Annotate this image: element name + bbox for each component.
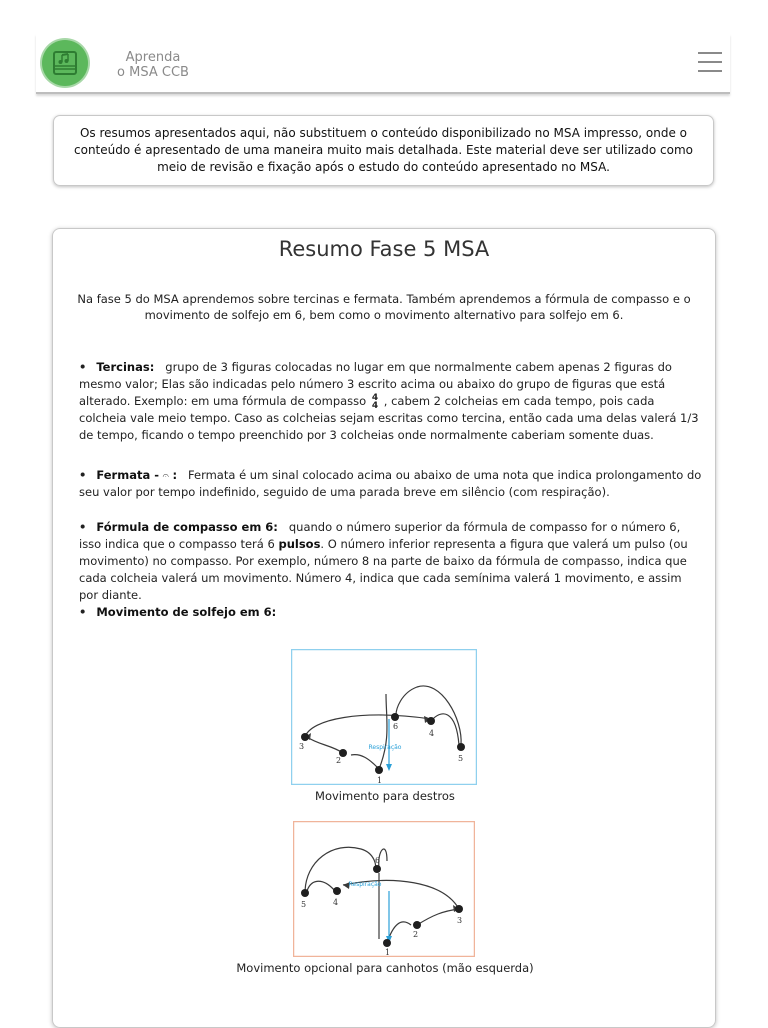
app-name-line2: o MSA CCB — [117, 65, 189, 80]
time-signature-bottom: 4 — [371, 400, 379, 411]
tercinas-text-before: grupo de 3 figuras colocadas no lugar em que normalmente cabem apenas 2 figuras do mesmo valor; Elas são indicadas pelo número 3 escrito acima ou abaixo do grupo de figuras que está alterado. Exemplo: em uma fórmula de compasso — [79, 360, 672, 408]
beat-5-label: 5 — [301, 900, 307, 909]
beat-3-label: 3 — [457, 916, 463, 925]
app-name-line1: Aprenda — [125, 50, 181, 65]
bullet-icon: • — [79, 360, 87, 374]
formula-text-after: . O número inferior representa a figura que valerá um pulso (ou movimento) no compasso. Por exemplo, número 8 na parte de baixo da fórmula de compasso, indica que cada colcheia valerá um movimento. Número 4, indica que cada semínima valerá 1 movimento, e assim por diante. — [79, 537, 688, 602]
beat-5-label: 5 — [458, 754, 464, 763]
app-header — [36, 34, 730, 94]
beat-4-label: 4 — [333, 898, 339, 907]
caption-canhotos: Movimento opcional para canhotos (mão esquerda) — [236, 961, 534, 975]
respiracao-label: Respiração — [348, 881, 382, 888]
beat-2-label: 2 — [413, 930, 419, 939]
movimento-label: Movimento de solfejo em 6: — [96, 605, 277, 619]
beat-3-dot — [301, 733, 309, 741]
beat-6-dot — [391, 713, 399, 721]
conducting-diagram — [293, 821, 475, 957]
formula-bold-word: pulsos — [278, 537, 321, 551]
fermata-icon: 𝄐 — [162, 469, 169, 482]
disclaimer-notice: Os resumos apresentados aqui, não substituem o conteúdo disponibilizado no MSA impresso, onde o conteúdo é apresentado de uma maneira muito mais detalhada. Este material deve ser utilizado como meio de revisão e fixação após o estudo do conteúdo apresentado no MSA. — [53, 115, 714, 186]
tercinas-text-after: , cabem 2 colcheias em cada tempo, pois cada colcheia vale meio tempo. Caso as colcheias sejam escritas como tercina, então cada uma delas valerá 1/3 de tempo, ficando o tempo preenchido por 3 colcheias onde normalmente caberiam somente duas. — [79, 394, 699, 442]
beat-5-dot — [457, 743, 465, 751]
diagram-canhotos — [293, 821, 475, 957]
beat-6-label: 6 — [375, 856, 381, 865]
list-item-movimento — [79, 604, 703, 621]
music-book-icon — [51, 49, 79, 77]
bullet-icon: • — [79, 468, 87, 482]
time-signature-top: 4 — [371, 392, 379, 403]
fermata-colon: : — [172, 468, 178, 482]
beat-3-label: 3 — [299, 742, 305, 751]
list-item-tercinas — [79, 359, 703, 444]
formula-label: Fórmula de compasso em 6: — [96, 520, 278, 534]
intro-paragraph: Na fase 5 do MSA aprendemos sobre tercinas e fermata. Também aprendemos a fórmula de compasso e o movimento de solfejo em 6, bem como o movimento alternativo para solfejo em 6. — [77, 292, 691, 322]
bullet-icon: • — [79, 605, 87, 619]
page-title: Resumo Fase 5 MSA — [278, 237, 490, 261]
tercinas-label: Tercinas: — [96, 360, 155, 374]
beat-2-dot — [413, 921, 421, 929]
app-name[interactable] — [108, 50, 198, 80]
caption-destros: Movimento para destros — [315, 789, 455, 803]
fermata-text: Fermata é um sinal colocado acima ou abaixo de uma nota que indica prolongamento do seu valor por tempo indefinido, seguido de uma parada breve em silêncio (com respiração). — [79, 468, 702, 499]
time-signature — [372, 394, 378, 410]
beat-4-label: 4 — [429, 729, 435, 738]
app-logo[interactable] — [42, 40, 88, 86]
beat-1-dot — [375, 766, 383, 774]
beat-1-label: 1 — [385, 948, 391, 957]
diagram-destros — [291, 649, 477, 785]
conducting-diagram — [291, 649, 477, 785]
hamburger-menu-icon[interactable] — [698, 52, 722, 74]
beat-3-dot — [455, 905, 463, 913]
beat-4-dot — [333, 887, 341, 895]
respiracao-label: Respiração — [368, 744, 402, 751]
beat-4-dot — [427, 717, 435, 725]
list-item-formula — [79, 519, 703, 604]
summary-card — [52, 228, 716, 1028]
beat-1-label: 1 — [377, 776, 383, 785]
beat-6-label: 6 — [393, 722, 399, 731]
fermata-label: Fermata - — [96, 468, 159, 482]
bullet-icon: • — [79, 520, 87, 534]
beat-5-dot — [301, 889, 309, 897]
list-item-fermata — [79, 467, 703, 501]
beat-6-dot — [373, 865, 381, 873]
beat-2-label: 2 — [336, 756, 342, 765]
beat-1-dot — [383, 939, 391, 947]
formula-text-before: quando o número superior da fórmula de compasso for o número 6, isso indica que o compasso terá 6 — [79, 520, 681, 551]
